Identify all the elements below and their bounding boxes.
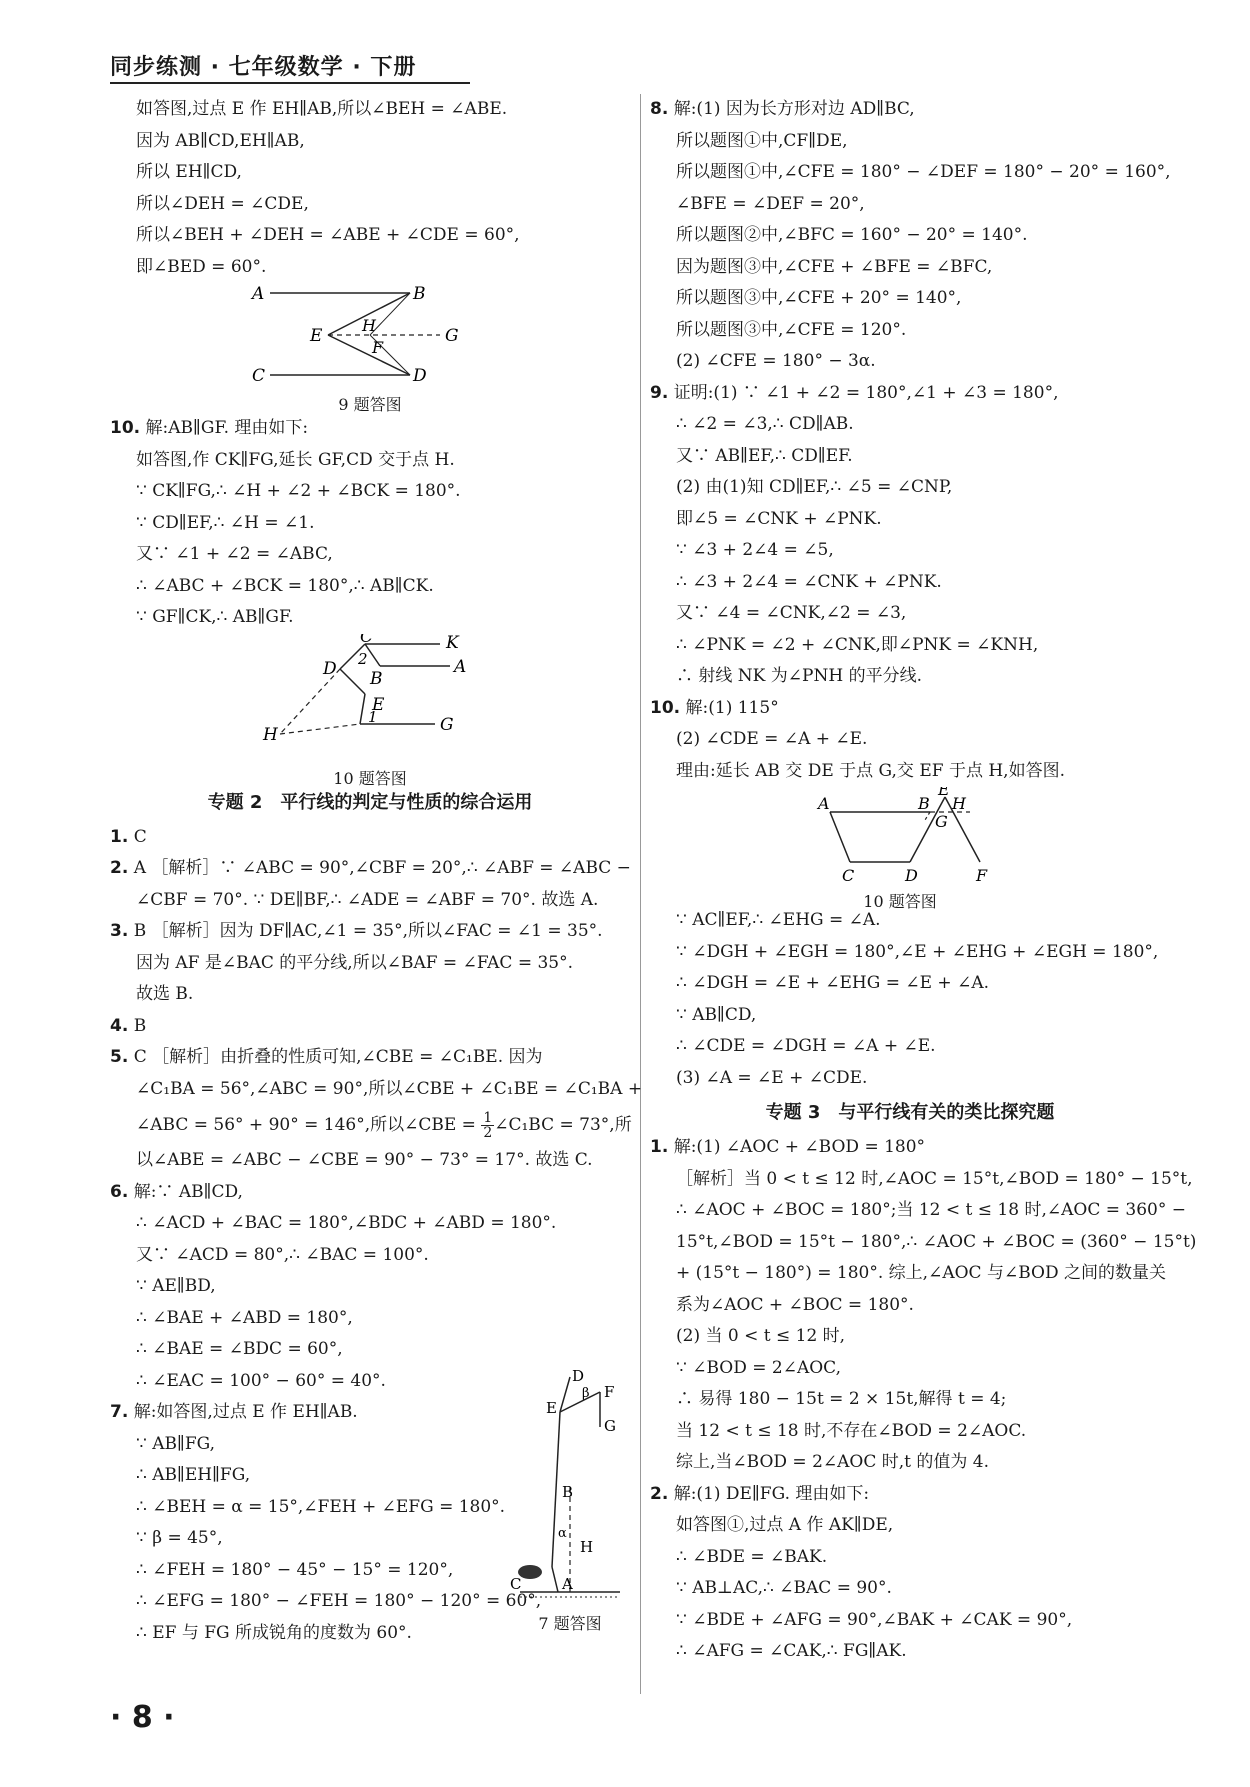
text-line: 证明:(1) ∵ ∠1 + ∠2 = 180°,∠1 + ∠3 = 180°, [673,382,1059,403]
question-number: 10. [650,697,681,718]
text-line: 又∵ ∠1 + ∠2 = ∠ABC, [136,544,333,564]
text-line: ∵ AB∥FG, [136,1433,216,1454]
text-line: ∵ CD∥EF,∴ ∠H = ∠1. [136,512,315,533]
column-divider [640,94,641,1694]
text-line: 理由:延长 AB 交 DE 于点 G,交 EF 于点 H,如答图. [676,760,1065,781]
figure-10-right [650,787,1170,911]
text-line: (2) ∠CFE = 180° − 3α. [676,351,876,371]
fraction-prefix: ∠ABC = 56° + 90° = 146°,所以∠CBE = [136,1115,482,1135]
text-line: 又∵ ∠4 = ∠CNK,∠2 = ∠3, [676,603,907,623]
label-D: D [905,866,918,885]
label-D: D [413,366,427,386]
text-line: (3) ∠A = ∠E + ∠CDE. [676,1067,868,1088]
text-line: + (15°t − 180°) = 180°. 综上,∠AOC 与∠BOD 之间的数量关 [676,1263,1166,1283]
text-line: 15°t,∠BOD = 15°t − 180°,∴ ∠AOC + ∠BOC = (360° − 15°t) [676,1231,1197,1252]
text-line: 所以题图③中,∠CFE = 120°. [676,319,907,340]
text-line: ∴ ∠AOC + ∠BOC = 180°;当 12 < t ≤ 18 时,∠AOC = 360° − [676,1200,1186,1220]
label-G: G [440,714,454,735]
text-line: (2) ∠CDE = ∠A + ∠E. [676,729,868,749]
figure-10r-caption: 10 题答图 [863,892,937,911]
question-number: 1. [650,1137,669,1157]
answer-text: ∠C₁BA = 56°,∠ABC = 90°,所以∠CBE + ∠C₁BE = ∠C₁BA + [136,1078,643,1099]
label-C: C [842,866,855,885]
answer-text: A ［解析］∵ ∠ABC = 90°,∠CBF = 20°,∴ ∠ABF = ∠ABC − [133,858,631,878]
question-number: 4. [110,1015,129,1036]
text-line: 如答图,过点 E 作 EH∥AB,所以∠BEH = ∠ABE. [136,99,508,119]
label-E: E [546,1399,557,1417]
section-title-2: 专题 2 平行线的判定与性质的综合运用 [207,791,533,813]
text-line: ∴ ∠2 = ∠3,∴ CD∥AB. [676,414,854,434]
left-column [110,94,643,1649]
fraction-suffix: ∠C₁BC = 73°,所 [494,1115,632,1135]
label-G: G [604,1417,616,1435]
label-B: B [918,794,930,813]
label-C: C [360,633,374,647]
text-line: ∴ ∠PNK = ∠2 + ∠CNK,即∠PNK = ∠KNH, [676,634,1039,655]
label-F: F [604,1383,615,1401]
answer-text: ∠CBF = 70°. ∵ DE∥BF,∴ ∠ADE = ∠ABF = 70°. 故选 A. [136,889,599,910]
text-line: 系为∠AOC + ∠BOC = 180°. [676,1294,914,1315]
label-D: D [323,658,337,679]
text-line: ∴ ∠DGH = ∠E + ∠EHG = ∠E + ∠A. [676,973,989,993]
text-line: 所以题图②中,∠BFC = 160° − 20° = 140°. [676,225,1028,245]
question-number: 9. [650,382,669,403]
text-line: ∴ 射线 NK 为∠PNH 的平分线. [676,666,922,686]
question-number: 2. [650,1483,669,1504]
text-line: 如答图①,过点 A 作 AK∥DE, [676,1515,894,1535]
text-line: ∴ ∠BAE + ∠ABD = 180°, [136,1307,353,1328]
fraction [481,1111,494,1140]
text-line: ∴ AB∥EH∥FG, [136,1465,251,1485]
text-line: 如答图,作 CK∥FG,延长 GF,CD 交于点 H. [136,449,455,470]
label-G: G [935,812,948,831]
text-line: 因为题图③中,∠CFE + ∠BFE = ∠BFC, [676,256,993,277]
label-D: D [572,1367,585,1385]
text-line: 当 12 < t ≤ 18 时,不存在∠BOD = 2∠AOC. [676,1420,1027,1441]
question-number: 1. [110,826,129,847]
figure-10-caption: 10 题答图 [333,768,407,788]
figure-9-caption: 9 题答图 [338,395,402,414]
question-number: 3. [110,921,129,941]
text-line: ［解析］当 0 < t ≤ 12 时,∠AOC = 15°t,∠BOD = 180° − 15°t, [676,1168,1193,1189]
label-H: H [362,316,376,335]
text-line: ∴ ∠ABC + ∠BCK = 180°,∴ AB∥CK. [136,575,434,596]
question-number: 5. [110,1047,129,1067]
question-number: 7. [110,1402,129,1422]
text-line: 所以题图①中,CF∥DE, [676,130,848,151]
text-line: ∠BFE = ∠DEF = 20°, [676,193,865,214]
label-1: 1 [368,707,378,726]
text-line: 解:如答图,过点 E 作 EH∥AB. [133,1402,358,1422]
figure-7-caption: 7 题答图 [538,1614,602,1633]
figure-10-left-diagram [110,634,630,762]
text-line: ∴ ∠BDE = ∠BAK. [676,1546,828,1567]
text-line: 所以题图③中,∠CFE + 20° = 140°, [676,288,962,308]
text-line: 解:(1) 因为长方形对边 AD∥BC, [673,99,915,119]
label-beta: β [582,1386,590,1401]
right-column [650,94,1197,1668]
text-line: ∵ ∠DGH + ∠EGH = 180°,∠E + ∠EHG + ∠EGH = 180°, [676,941,1159,962]
text-line: ∴ ∠AFG = ∠CAK,∴ FG∥AK. [676,1641,907,1661]
text-line: ∴ ∠BEH = α = 15°,∠FEH + ∠EFG = 180°. [136,1496,506,1517]
text-line: 解:(1) ∠AOC + ∠BOD = 180° [673,1137,926,1157]
text-line: ∵ ∠3 + 2∠4 = ∠5, [676,540,834,560]
label-H: H [952,794,966,813]
answer-text: C [133,826,147,847]
text-line: ∴ ∠FEH = 180° − 45° − 15° = 120°, [136,1559,454,1580]
text-line: 又∵ ∠ACD = 80°,∴ ∠BAC = 100°. [136,1244,429,1265]
label-B: B [562,1483,574,1501]
text-line: ∴ ∠CDE = ∠DGH = ∠A + ∠E. [676,1036,936,1056]
answer-text: B [133,1015,147,1036]
question-number: 8. [650,99,669,119]
answer-text: 因为 AF 是∠BAC 的平分线,所以∠BAF = ∠FAC = 35°. [136,952,574,973]
text-line: ∵ CK∥FG,∴ ∠H + ∠2 + ∠BCK = 180°. [136,481,461,501]
label-C: C [252,366,266,386]
text-line: 所以 EH∥CD, [136,162,242,182]
question-number: 2. [110,858,129,878]
label-A: A [252,284,265,304]
figure-7-diagram [510,1367,630,1607]
text-line: ∵ AC∥EF,∴ ∠EHG = ∠A. [676,910,881,930]
label-alpha: α [558,1526,567,1541]
text-line: ∵ ∠BOD = 2∠AOC, [676,1357,841,1378]
text-line: 又∵ AB∥EF,∴ CD∥EF. [676,445,853,466]
figure-9-diagram [110,283,630,388]
label-2: 2 [358,649,368,668]
label-H: H [580,1538,594,1556]
answer-text: C ［解析］由折叠的性质可知,∠CBE = ∠C₁BE. 因为 [133,1047,543,1067]
label-C: C [510,1575,522,1593]
label-B: B [370,668,383,689]
label-A: A [562,1575,573,1593]
text-line: 所以∠BEH + ∠DEH = ∠ABE + ∠CDE = 60°, [136,225,520,245]
label-A: A [454,656,467,677]
label-A: A [818,794,830,813]
text-line: ∴ EF 与 FG 所成锐角的度数为 60°. [136,1622,412,1643]
text-line: ∴ ∠EFG = 180° − ∠FEH = 180° − 120° = 60°, [136,1591,542,1611]
text-line: ∴ ∠BAE = ∠BDC = 60°, [136,1339,343,1359]
text-line: 综上,当∠BOD = 2∠AOC 时,t 的值为 4. [676,1452,990,1472]
page-number: · 8 · [110,1700,175,1735]
text-line: 解:(1) 115° [685,697,779,718]
fraction-denominator: 2 [483,1125,493,1141]
text-line: ∵ AB⊥AC,∴ ∠BAC = 90°. [676,1578,892,1598]
label-E: E [938,787,950,799]
text-line: ∴ 易得 180 − 15t = 2 × 15t,解得 t = 4; [676,1389,1007,1409]
text-line: (2) 当 0 < t ≤ 12 时, [676,1326,846,1346]
label-H: H [263,724,278,745]
text-line: 解:∵ AB∥CD, [133,1181,243,1202]
label-K: K [446,633,459,653]
answer-text: B ［解析］因为 DF∥AC,∠1 = 35°,所以∠FAC = ∠1 = 35°. [133,921,603,941]
figure-10-left [110,633,630,788]
answer-text-with-fraction [110,1105,630,1145]
answer-text: 以∠ABE = ∠ABC − ∠CBE = 90° − 73° = 17°. 故选 C. [136,1150,593,1170]
label-F: F [372,338,384,357]
text-line: 即∠BED = 60°. [136,256,267,277]
fraction-numerator: 1 [483,1110,493,1126]
text-line: ∵ ∠BDE + ∠AFG = 90°,∠BAK + ∠CAK = 90°, [676,1609,1073,1630]
label-E: E [372,694,385,715]
label-F: F [976,866,988,885]
header-title: 同步练测 · 七年级数学 · 下册 [110,55,417,80]
text-line: ∵ AB∥CD, [676,1004,757,1025]
text-line: ∵ AE∥BD, [136,1276,216,1296]
answer-text: 故选 B. [136,984,194,1004]
text-line: 因为 AB∥CD,EH∥AB, [136,130,305,151]
figure-10-right-diagram [650,787,1170,885]
text-line: 解:AB∥GF. 理由如下: [145,418,309,438]
text-line: ∴ ∠ACD + ∠BAC = 180°,∠BDC + ∠ABD = 180°. [136,1213,557,1233]
question-number: 6. [110,1181,129,1202]
section-title-3: 专题 3 与平行线有关的类比探究题 [765,1102,1055,1123]
question-number: 10. [110,418,141,438]
text-line: ∴ ∠3 + 2∠4 = ∠CNK + ∠PNK. [676,571,942,592]
text-line: ∵ GF∥CK,∴ AB∥GF. [136,607,294,627]
text-line: 即∠5 = ∠CNK + ∠PNK. [676,508,882,529]
text-line: (2) 由(1)知 CD∥EF,∴ ∠5 = ∠CNP, [676,477,953,497]
page-header [110,50,470,84]
label-E: E [310,326,323,346]
figure-7 [510,1367,630,1637]
label-B: B [413,284,426,304]
text-line: 所以题图①中,∠CFE = 180° − ∠DEF = 180° − 20° = 160°, [676,162,1171,182]
text-line: ∵ β = 45°, [136,1528,223,1548]
label-G: G [445,326,459,346]
text-line: ∴ ∠EAC = 100° − 60° = 40°. [136,1370,386,1391]
text-line: 解:(1) DE∥FG. 理由如下: [673,1483,870,1504]
text-line: 所以∠DEH = ∠CDE, [136,193,309,214]
figure-9 [110,283,630,413]
